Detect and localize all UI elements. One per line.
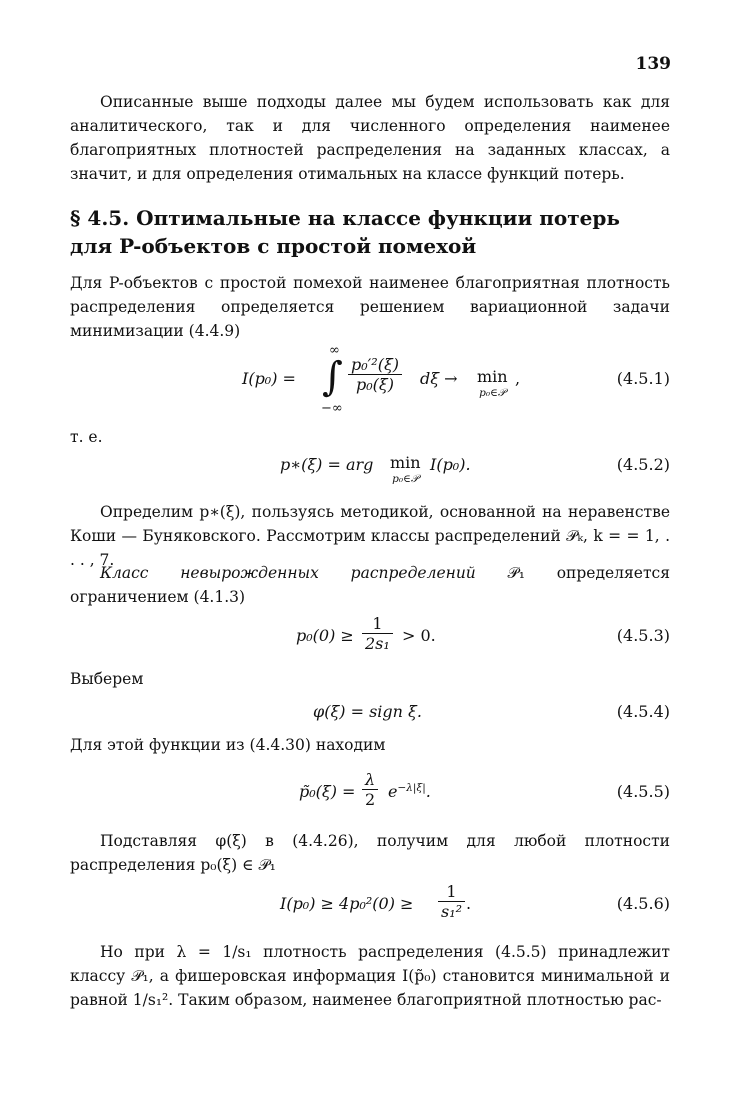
paragraph-final: Но при λ = 1/s₁ плотность распределения (4.5.5) принадлежит классу 𝒫₁, а фишеровская информация I(p̃₀) становится минимальной и равной 1/s₁². Таким образом, наименее благоприятной плотностью рас- [70, 943, 670, 1009]
eq3-denominator: 2s₁ [365, 634, 390, 653]
class-rest: 𝒫₁ определяется ограничением (4.1.3) [70, 564, 670, 606]
eq5-fraction [362, 770, 378, 809]
eq1-denominator: p₀(ξ) [356, 375, 394, 394]
eq6-number: (4.5.6) [616, 894, 670, 913]
intro-paragraph: Описанные выше подходы далее мы будем использовать как для аналитического, так и для численного определения наименее благоприятных плотностей распределения на заданных классах, а значит, и для определения отимальных на классе функций потерь. [70, 93, 670, 183]
integral-sign: ∫ [322, 354, 343, 400]
section-heading-line1: § 4.5. Оптимальные на классе функции потерь [70, 206, 620, 230]
eq5-denominator: 2 [365, 790, 376, 809]
eq3-lhs: p₀(0) ≥ [296, 626, 354, 645]
eq2-number: (4.5.2) [616, 455, 670, 474]
eq5-exponent: −λ|ξ| [397, 782, 426, 794]
paragraph-before-eq1: Для P-объектов с простой помехой наименее благоприятная плотность распределения определяется решением вариационной задачи минимизации (4.4.9) [70, 274, 670, 340]
eq5-numerator: λ [362, 770, 378, 790]
equation-4-5-3 [70, 614, 670, 662]
equation-4-5-4 [70, 702, 670, 726]
vyberem-text: Выберем [70, 670, 144, 688]
eq4-number: (4.5.4) [616, 702, 670, 721]
eq1-lhs: I(p₀) = [242, 369, 296, 388]
eq1-integral-lower: −∞ [321, 401, 343, 416]
eq6-end: . [466, 894, 472, 913]
eq2-min [390, 455, 421, 487]
paragraph-class [70, 561, 670, 609]
section-heading-line2: для P-объектов с простой помехой [70, 234, 477, 258]
eq5-rhs [388, 782, 431, 801]
page-number: 139 [635, 54, 671, 74]
eq1-min-under: p₀∈𝒫 [479, 387, 506, 399]
eq1-integral-upper: ∞ [329, 343, 340, 358]
te-text: т. е. [70, 428, 103, 446]
equation-4-5-6 [70, 880, 670, 928]
eq4-formula: φ(ξ) = sign ξ. [313, 702, 422, 721]
class-term: Класс невырожденных распределений [100, 564, 476, 582]
eq1-min-op: min [477, 367, 508, 386]
eq1-end: , [515, 369, 521, 388]
eq5-lhs: p̃₀(ξ) = [299, 782, 356, 801]
eq5-number: (4.5.5) [616, 782, 670, 801]
eq2-min-op: min [390, 453, 421, 472]
eq2-rhs: I(p₀). [430, 455, 471, 474]
eq1-min [477, 369, 508, 401]
eq2-min-under: p₀∈𝒫 [392, 473, 419, 485]
paragraph-func: Для этой функции из (4.4.30) находим [70, 736, 386, 754]
eq3-fraction [362, 614, 393, 653]
eq6-fraction [438, 882, 465, 921]
eq6-denominator: s₁² [441, 902, 463, 921]
equation-4-5-2 [70, 455, 670, 495]
paragraph-subst: Подставляя φ(ξ) в (4.4.26), получим для любой плотности распределения p₀(ξ) ∈ 𝒫₁ [70, 832, 670, 874]
eq1-tail: dξ → [420, 369, 458, 388]
eq1-numerator: p₀′²(ξ) [348, 355, 402, 375]
eq1-number: (4.5.1) [616, 369, 670, 388]
equation-4-5-1 [70, 345, 670, 415]
section-heading [70, 204, 670, 260]
eq6-lhs: I(p₀) ≥ 4p₀²(0) ≥ [280, 894, 414, 913]
eq3-rhs: > 0. [402, 626, 436, 645]
eq5-end: . [425, 782, 431, 801]
eq6-numerator: 1 [438, 882, 465, 902]
paragraph-define: Определим p∗(ξ), пользуясь методикой, основанной на неравенстве Коши — Буняковского. Рассмотрим классы распределений 𝒫ₖ, k = = 1, . . . , 7. [70, 503, 670, 569]
eq3-numerator: 1 [362, 614, 393, 634]
eq1-fraction [348, 355, 402, 394]
equation-4-5-5 [70, 766, 670, 814]
eq3-number: (4.5.3) [616, 626, 670, 645]
eq5-e: e [388, 782, 398, 801]
eq2-lhs: p∗(ξ) = arg [280, 455, 374, 474]
